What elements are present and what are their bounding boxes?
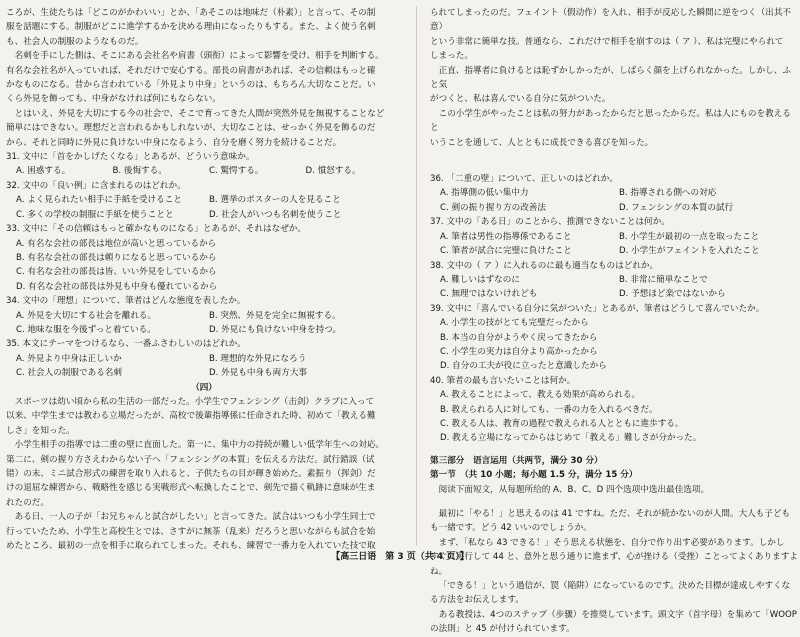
question-33-stem: 33. 文中に「その信頼はもっと確かなものになる」とあるが、それはなぜか。 — [6, 224, 306, 235]
question-36-stem: 36. 「二重の壁」について、正しいのはどれか。 — [430, 174, 618, 185]
question-34-stem: 34. 文中の「理想」について、筆者はどんな態度を表したか。 — [6, 296, 246, 307]
passage-line: 错）の末、ミニ試合形式の練習を取り入れると、子供たちの目が輝き始めた。素振り（挥剑）だ — [6, 469, 376, 479]
passage-line: から、それと同時に外見に負けない中身になるよう、自分を磨く努力を続けることだ。 — [6, 137, 342, 148]
option: B. 教えられる人に対しても、一番の力を入れるべきだ。 — [440, 404, 658, 415]
spacer — [430, 446, 798, 454]
question-40-options — [430, 388, 798, 446]
passage-line: しまった。 — [430, 51, 473, 62]
question-38-options — [430, 273, 798, 302]
option: D. 憤怒する。 — [305, 166, 361, 177]
option: B. 非常に簡単なことで — [619, 274, 708, 285]
option: B. 突然、外見を完全に無視する。 — [209, 310, 341, 321]
passage-line: 服を話題にする。制服がどこに進学するかを決める理由になったりもする。また、よく使う名刺 — [6, 22, 376, 33]
passage-line: 簡単にはできない。理想だと言われるかもしれないが、大切なことは、せっかく外見を飾るのだ — [6, 123, 376, 134]
passage-line: 最初に「やる！」と思えるのは 41 ですね。ただ、それが続かないのが人間。大人も子ども — [438, 509, 791, 519]
passage-line: とはいえ、外見を大切にする今の社会で、そこで育ってきた人間が突然外見を無視することなど — [14, 108, 385, 119]
passage-line: かなものになる。昔から言われている「外見より中身」というのは、もちろん大切なことだ。い — [6, 80, 376, 91]
passage-line: 第二に、剣の握り方さえわからない子へ「フェンシングの本質」を伝える方法だ。試行錯誤（试 — [6, 454, 375, 465]
question-35-stem: 35. 本文にテーマをつけるなら、一番ふさわしいのはどれか。 — [6, 339, 246, 350]
passage-line: 小学生相手の指導では二重の壁に直面した。第一に、集中力の持続が難しい低学年生への対応。 — [14, 440, 385, 451]
part3-instruction: 阅读下面短文，从每题所给的 A、B、C、D 四个选项中选出最佳选项。 — [438, 484, 710, 495]
passage-line: 正直、指導者に負けるとは恥ずかしかったが、しばらく顔を上げられなかった。しかし、ふと気 — [430, 65, 791, 91]
option: D. 社会人がいつも名刺を使うこと — [209, 209, 342, 220]
passage-line: めたところ、最初の一点を相手に取られてしまった。それも、練習で一番力を入れていた技で取 — [6, 541, 376, 552]
option: A. 有名な会社の部長は地位が高いと思っているから — [16, 238, 217, 249]
passage-line: 有名な会社名が入っていれば、それだけで安心する。部長の肩書があれば、その信頼はもっと確 — [6, 65, 376, 76]
question-32-stem: 32. 文中の「良い例」に含まれるのはどれか。 — [6, 180, 186, 191]
passage-line: る方法をお伝えします。 — [430, 595, 524, 606]
option: A. 指導側の低い集中力 — [440, 188, 529, 199]
question-37-stem: 37. 文中の「ある日」のことから、推測できないことは何か。 — [430, 217, 670, 228]
option: D. 外見にも負けない中身を持つ。 — [209, 324, 342, 335]
option: B. 有名な会社の部長は頼りになると思っているから — [16, 252, 217, 263]
passage-line: ころが、生徒たちは「どこのがかわいい」とか、「あそこのは地味だ（朴素）」と言って、その制 — [6, 8, 376, 18]
passage-line: れたのだ。 — [6, 497, 49, 508]
question-39-options — [430, 316, 798, 374]
question-37-options — [430, 230, 798, 259]
option: C. 地味な服を今後ずっと着ている。 — [16, 324, 156, 335]
question-35-options — [6, 352, 402, 381]
option: C. 有名な会社の部長は皆、いい外見をしているから — [16, 267, 217, 278]
question-36-options — [430, 186, 798, 215]
option: D. 予想ほど楽ではないから — [619, 289, 726, 300]
question-38-stem: 38. 文中の（ ア ）に入れるのに最も適当なものはどれか。 — [430, 260, 659, 271]
passage-line: も一緒です。どう 42 いいのでしょうか。 — [430, 523, 592, 534]
part3-section1: 第一节 （共 10 小题；每小题 1.5 分，满分 15 分） — [430, 470, 638, 481]
section-heading: （四） — [191, 382, 217, 393]
option: D. 教える立場になってからはじめて「教える」難しさが分かった。 — [440, 433, 702, 444]
option: B. 小学生が最初の一点を取ったこと — [619, 231, 760, 242]
column-divider — [416, 6, 417, 546]
option: A. 難しいはずなのに — [440, 274, 520, 285]
passage-line: ある教授は、4つのステップ（步骤）を推奨しています。頭文字（首字母）を集めて「WOOP — [438, 609, 797, 620]
option: B. 理想的な外見になろう — [209, 353, 307, 364]
option: C. 無理ではないけれども — [440, 289, 538, 300]
option: D. フェンシングの本質の試行 — [619, 202, 734, 213]
passage-line: まず、「私なら 43 できる！」そう思える状態を、自分で作り出す必要があります。しかし — [438, 537, 785, 548]
option: A. 教えることによって、教える効果が高められる。 — [440, 390, 641, 401]
passage-line: スポーツは幼い頃から私の生活の一部だった。小学生でフェンシング（击剑）クラブに入って — [14, 396, 375, 407]
passage-line: の法則」と 45 が付けられています。 — [430, 624, 575, 635]
question-34-options — [6, 309, 402, 338]
option: B. 後悔する。 — [112, 166, 167, 177]
passage-line: くら外見を飾っても、中身がなければ何にもならない。 — [6, 94, 221, 105]
question-31-options — [6, 164, 402, 178]
question-32-options — [6, 193, 402, 222]
option: A. 外見を大切にする社会を離れる。 — [16, 310, 157, 321]
option: B. 選挙のポスターの人を見ること — [209, 195, 341, 206]
passage-line: られてしまったのだ。フェイント（假动作）を入れ、相手が反応した瞬間に逆をつく（出其不意） — [430, 8, 792, 33]
right-column — [430, 6, 798, 637]
option: D. 外見も中身も両方大事 — [209, 368, 308, 379]
option: C. 社会人の制服である名刺 — [16, 368, 122, 379]
part3-title: 第三部分 语言运用（共两节，满分 30 分） — [430, 455, 603, 466]
passage-line: がつくと、私は喜んでいる自分に気がついた。 — [430, 94, 611, 105]
option: C. 驚愕する。 — [209, 166, 264, 177]
option: A. 困惑する。 — [16, 166, 71, 177]
spacer — [430, 497, 798, 507]
option: A. 外見より中身は正しいか — [16, 353, 122, 364]
passage-line: いうことを通して、人とともに成長できる喜びを知った。 — [430, 137, 654, 148]
question-33-options — [6, 237, 402, 295]
spacer — [430, 150, 798, 172]
option: A. 筆者は男性の指導係であること — [440, 231, 572, 242]
left-column — [6, 6, 402, 553]
passage-line: という非常に簡単な技。普通なら、これだけで相手を崩すのは（ ア ）、私は完璧にやられて — [430, 36, 784, 47]
option: C. 教える人は、教育の過程で教えられる人とともに進歩する。 — [440, 418, 684, 429]
passage-line: ある日、一人の子が「お兄ちゃんと試合がしたい」と言ってきた。試合はいつも小学生同士で — [14, 512, 376, 523]
page-footer: 【高三日语 第 3 页（共 4 页）】 — [331, 552, 469, 562]
option: A. 小学生の技がとても完璧だったから — [440, 318, 589, 329]
option: B. 本当の自分がようやく戻ってきたから — [440, 332, 598, 343]
passage-line: この小学生がやったことは私の努力があったからだと思ったからだ。私は人にものを教えると — [430, 108, 791, 134]
question-39-stem: 39. 文中に「喜んでいる自分に気がついた」とあるが、筆者はどうして喜んでいたか。 — [430, 303, 765, 314]
passage-line: けの退屈な練習から、戦略性を感じる実戦形式へ転換したことで、剣先で描く軌跡に意味が生ま — [6, 483, 376, 494]
option: B. 指導される側への対応 — [619, 188, 717, 199]
option: A. よく見られたい相手に手紙を受けること — [16, 195, 182, 206]
option: C. 筆者が試合に完璧に負けたこと — [440, 246, 572, 257]
passage-line: すぐに実行して 44 と、意外と思う通りに進まず、心が挫ける（受挫）ことってよくありますよね。 — [430, 552, 798, 577]
option: C. 小学生の実力は自分より高かったから — [440, 346, 598, 357]
option: D. 自分の工夫が役に立ったと意識したから — [440, 361, 607, 372]
passage-line: 以来、中学生までは教わる立場だったが、高校で後輩指導係に任命された時、初めて「教える難 — [6, 411, 376, 422]
passage-line: 行っていたため、小学生と高校生とでは、さすがに無茶（乱来）だろうと思いながらも試合を始 — [6, 526, 376, 537]
option: D. 有名な会社の部長は外見も中身も優れているから — [16, 281, 218, 292]
passage-line: 「できる！」という過信が、罠（陥阱）になっているのです。決めた目標が達成しやすくな — [438, 581, 791, 592]
passage-line: しさ」を知った。 — [6, 425, 75, 436]
passage-line: も、社会人の制服のようなものだ。 — [6, 36, 144, 47]
passage-line: 名刺を手にした側は、そこにある会社名や肩書（頭衔）によって影響を受け、相手を判断する。 — [14, 51, 384, 62]
option: D. 小学生がフェイントを入れたこと — [619, 246, 760, 257]
question-31-stem: 31. 文中に「首をかしげたくなる」とあるが、どういう意味か。 — [6, 152, 255, 163]
option: C. 剣の振り握り方の改善法 — [440, 202, 546, 213]
question-40-stem: 40. 筆者の最も言いたいことは何か。 — [430, 375, 576, 386]
option: C. 多くの学校の制服に手紙を使うことと — [16, 209, 174, 220]
